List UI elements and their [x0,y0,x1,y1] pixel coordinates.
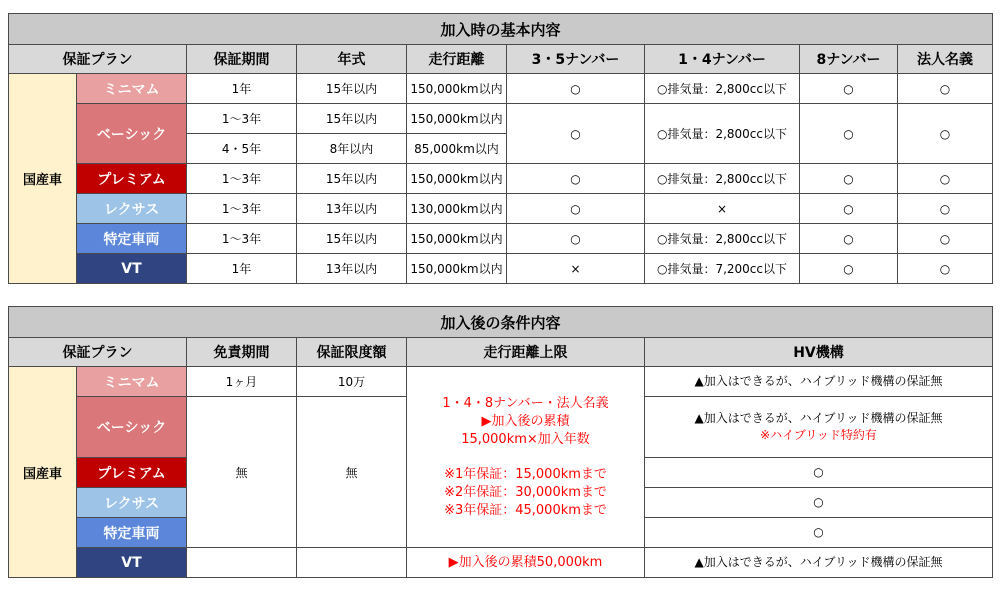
cell-limit [297,548,407,578]
cell-limit: 無 [297,397,407,548]
cell-period: 1〜3年 [187,104,297,134]
cell-mileage: 150,000km以内 [407,254,507,284]
cell-period: 1年 [187,254,297,284]
table-row [9,224,993,254]
header-number-8: 8ナンバー [800,45,898,74]
table-row [9,164,993,194]
plan-vt: VT [77,548,187,578]
cell-n35: ○ [507,224,645,254]
header-number-14: 1・4ナンバー [645,45,800,74]
cell-year: 8年以内 [297,134,407,164]
note-line: ※1年保証：15,000kmまで [444,466,607,482]
table-row [9,254,993,284]
plan-basic: ベーシック [77,397,187,458]
header-period: 保証期間 [187,45,297,74]
cell-hv: ○ [645,518,993,548]
hv-text: ▲加入はできるが、ハイブリッド機構の保証無 [694,411,943,425]
plan-special-vehicle: 特定車両 [77,518,187,548]
cell-mileage: 150,000km以内 [407,74,507,104]
cell-exemption: 1ヶ月 [187,367,297,397]
cell-period: 1〜3年 [187,164,297,194]
cell-period: 1年 [187,74,297,104]
hv-rider-note: ※ハイブリッド特約有 [760,428,877,442]
post-enrollment-conditions-table [8,306,993,578]
cell-n8: ○ [800,104,898,164]
cell-n14: ○排気量：2,800cc以下 [645,104,800,164]
cell-n35: ○ [507,164,645,194]
plan-special-vehicle: 特定車両 [77,224,187,254]
table1-title: 加入時の基本内容 [9,14,993,45]
cell-exemption: 無 [187,397,297,548]
cell-hv: ○ [645,488,993,518]
header-plan: 保証プラン [9,45,187,74]
category-domestic: 国産車 [9,74,77,284]
cell-corp: ○ [898,194,993,224]
plan-vt: VT [77,254,187,284]
cell-year: 15年以内 [297,164,407,194]
cell-n8: ○ [800,254,898,284]
plan-premium: プレミアム [77,458,187,488]
header-exemption-period: 免責期間 [187,338,297,367]
cell-corp: ○ [898,224,993,254]
note-line: 1・4・8ナンバー・法人名義 [442,395,609,411]
header-year: 年式 [297,45,407,74]
cell-mileage: 150,000km以内 [407,104,507,134]
table-row [9,194,993,224]
table-row [9,74,993,104]
cell-corp: ○ [898,254,993,284]
cell-n35: ○ [507,104,645,164]
note-line: ▶加入後の累積 [481,413,570,429]
table2-title: 加入後の条件内容 [9,307,993,338]
cell-n8: ○ [800,74,898,104]
header-coverage-limit: 保証限度額 [297,338,407,367]
cell-period: 1〜3年 [187,194,297,224]
cell-n8: ○ [800,194,898,224]
note-line: ※2年保証：30,000kmまで [444,484,607,500]
cell-mileage: 150,000km以内 [407,224,507,254]
cell-n14: ○排気量：2,800cc以下 [645,74,800,104]
cell-year: 15年以内 [297,224,407,254]
cell-year: 13年以内 [297,254,407,284]
cell-n14: × [645,194,800,224]
cell-year: 13年以内 [297,194,407,224]
header-hv-system: HV機構 [645,338,993,367]
cell-corp: ○ [898,164,993,194]
cell-mileage: 150,000km以内 [407,164,507,194]
category-domestic: 国産車 [9,367,77,578]
cell-period: 1〜3年 [187,224,297,254]
header-corporate: 法人名義 [898,45,993,74]
cell-n14: ○排気量：2,800cc以下 [645,164,800,194]
table-row [9,548,993,578]
note-line: 15,000km×加入年数 [461,431,590,447]
cell-n8: ○ [800,224,898,254]
mileage-limit-note [407,367,645,548]
plan-minimum: ミニマム [77,367,187,397]
header-mileage-limit: 走行距離上限 [407,338,645,367]
cell-hv: ▲加入はできるが、ハイブリッド機構の保証無 [645,548,993,578]
cell-vt-mileage: ▶加入後の累積50,000km [407,548,645,578]
cell-mileage: 130,000km以内 [407,194,507,224]
header-plan: 保証プラン [9,338,187,367]
basic-content-table [8,13,993,284]
table-row [9,367,993,397]
header-mileage: 走行距離 [407,45,507,74]
cell-n14: ○排気量：2,800cc以下 [645,224,800,254]
cell-hv: ○ [645,458,993,488]
cell-corp: ○ [898,104,993,164]
cell-n35: ○ [507,194,645,224]
cell-n14: ○排気量：7,200cc以下 [645,254,800,284]
cell-corp: ○ [898,74,993,104]
cell-year: 15年以内 [297,74,407,104]
plan-basic: ベーシック [77,104,187,164]
cell-hv [645,397,993,458]
cell-n8: ○ [800,164,898,194]
cell-limit: 10万 [297,367,407,397]
plan-lexus: レクサス [77,194,187,224]
plan-minimum: ミニマム [77,74,187,104]
cell-year: 15年以内 [297,104,407,134]
cell-hv: ▲加入はできるが、ハイブリッド機構の保証無 [645,367,993,397]
cell-n35: × [507,254,645,284]
cell-exemption [187,548,297,578]
plan-lexus: レクサス [77,488,187,518]
table-row [9,104,993,134]
cell-period: 4・5年 [187,134,297,164]
note-line: ※3年保証：45,000kmまで [444,502,607,518]
plan-premium: プレミアム [77,164,187,194]
cell-n35: ○ [507,74,645,104]
cell-mileage: 85,000km以内 [407,134,507,164]
header-number-35: 3・5ナンバー [507,45,645,74]
